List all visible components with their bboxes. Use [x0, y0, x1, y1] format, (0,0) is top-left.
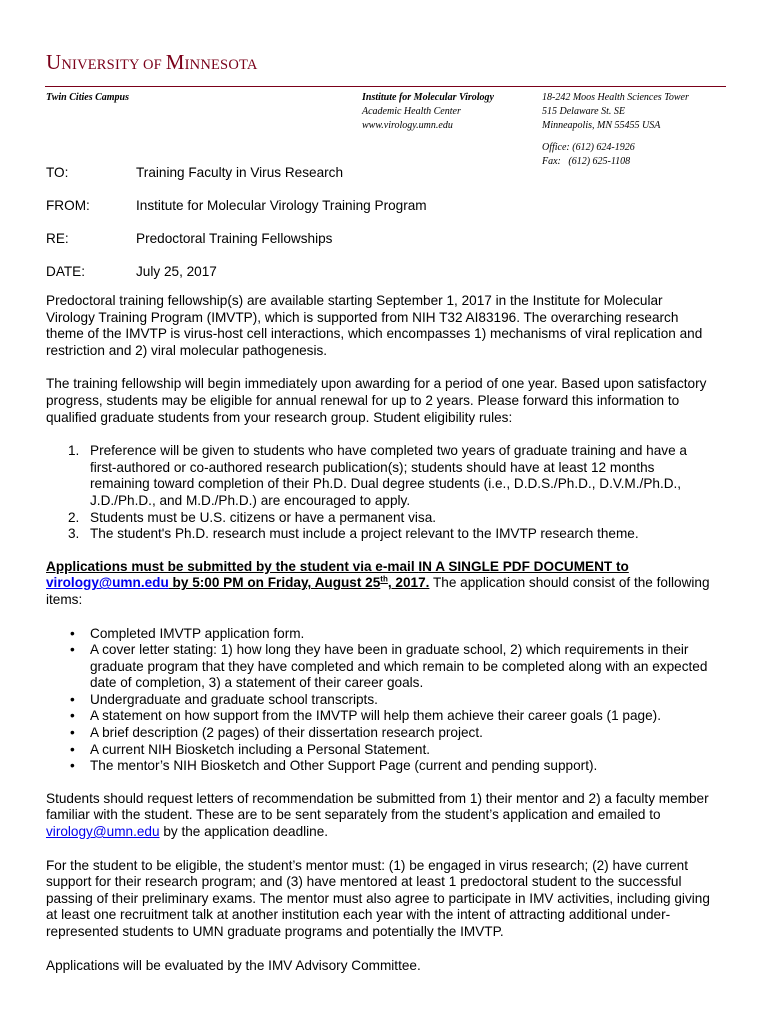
list-item: • A current NIH Biosketch including a Personal Statement. [70, 741, 431, 757]
letters-paragraph: Students should request letters of recommendation be submitted from 1) their mentor and 2) a faculty member familiar with the student. These are to be sent separately from the student’s application and emailed to virology@umn.edu by the application deadline. [46, 790, 709, 840]
email-link[interactable]: virology@umn.edu [46, 575, 169, 591]
fax-number: Fax: (612) 625-1108 [542, 156, 631, 167]
re-value: Predoctoral Training Fellowships [136, 231, 333, 246]
to-label: TO: [46, 165, 69, 180]
fellowship-paragraph: The training fellowship will begin immediately upon awarding for a period of one year. Based upon satisfactory progress, students may be eligible for annual renewal for up to 2 years. Please forward this information to qualified graduate students from your research group. Student eligibility rules: [46, 376, 707, 425]
institute-block [362, 91, 494, 133]
list-item: 3. The student's Ph.D. research must include a project relevant to the IMVTP research theme. [68, 526, 639, 542]
eligibility-rules-list [46, 443, 736, 543]
date-value: July 25, 2017 [136, 264, 217, 279]
application-items-list [46, 626, 736, 775]
university-logo-text: UNIVERSITY OF MINNESOTA [46, 50, 258, 74]
website-link[interactable]: www.virology.umn.edu [362, 120, 453, 131]
list-item: • Completed IMVTP application form. [70, 625, 305, 641]
list-item: • A brief description (2 pages) of their dissertation research project. [70, 725, 483, 741]
address-line-3: Minneapolis, MN 55455 USA [542, 120, 661, 131]
institute-name: Institute for Molecular Virology [362, 92, 494, 103]
office-phone: Office: (612) 624-1926 [542, 142, 635, 153]
list-item: 1. Preference will be given to students who have completed two years of graduate training and have a first-authored or co-authored research publication(s); students should have at least 12 months remaining toward completion of their Ph.D. Dual degree students (i.e., D.D.S./Ph.D., D.V.M./Ph.D., J.D./Ph.D., and M.D./Ph.D.) are encouraged to apply. [68, 443, 687, 508]
address-line-1: 18-242 Moos Health Sciences Tower [542, 92, 689, 103]
campus-name: Twin Cities Campus [46, 92, 129, 103]
center-name: Academic Health Center [362, 106, 461, 117]
submission-paragraph: Applications must be submitted by the student via e-mail IN A SINGLE PDF DOCUMENT to virology@umn.edu by 5:00 PM on Friday, August 25th, 2017. The application should consist of the following items: [46, 558, 710, 607]
from-label: FROM: [46, 198, 90, 213]
mentor-paragraph: For the student to be eligible, the student’s mentor must: (1) be engaged in virus research; (2) have current support for their research program; and (3) have mentored at least 1 predoctoral student to the successful passing of their preliminary exams. The mentor must also agree to participate in IMV activities, including giving at least one recruitment talk at another institution each year with the intent of attracting additional under- represented students to UMN graduate programs and potentially the IMVTP. [46, 857, 710, 939]
address-block [542, 91, 689, 169]
letterhead-divider [45, 86, 726, 87]
address-line-2: 515 Delaware St. SE [542, 106, 625, 117]
campus-block [46, 91, 129, 105]
list-item: • The mentor’s NIH Biosketch and Other Support Page (current and pending support). [70, 758, 598, 774]
list-item: • A cover letter stating: 1) how long they have been in graduate school, 2) which requirements in their graduate program that they have completed and which remain to be completed along with an expected date of completion, 3) a statement of their career goals. [70, 642, 708, 691]
list-item: 2. Students must be U.S. citizens or have a permanent visa. [68, 509, 437, 525]
memo-body [46, 293, 736, 991]
to-value: Training Faculty in Virus Research [136, 165, 344, 180]
email-link-2[interactable]: virology@umn.edu [46, 824, 160, 840]
closing-paragraph: Applications will be evaluated by the IMV Advisory Committee. [46, 957, 421, 973]
intro-paragraph: Predoctoral training fellowship(s) are available starting September 1, 2017 in the Institute for Molecular Virology Training Program (IMVTP), which is supported from NIH T32 AI83196. The overarching research theme of the IMVTP is virus-host cell interactions, which encompasses 1) mechanisms of viral replication and restriction and 2) viral molecular pathogenesis. [46, 293, 703, 358]
list-item: • A statement on how support from the IMVTP will help them achieve their career goals (1 page). [70, 708, 661, 724]
date-label: DATE: [46, 264, 86, 279]
list-item: • Undergraduate and graduate school transcripts. [70, 691, 378, 707]
from-value: Institute for Molecular Virology Training Program [136, 198, 427, 213]
re-label: RE: [46, 231, 69, 246]
